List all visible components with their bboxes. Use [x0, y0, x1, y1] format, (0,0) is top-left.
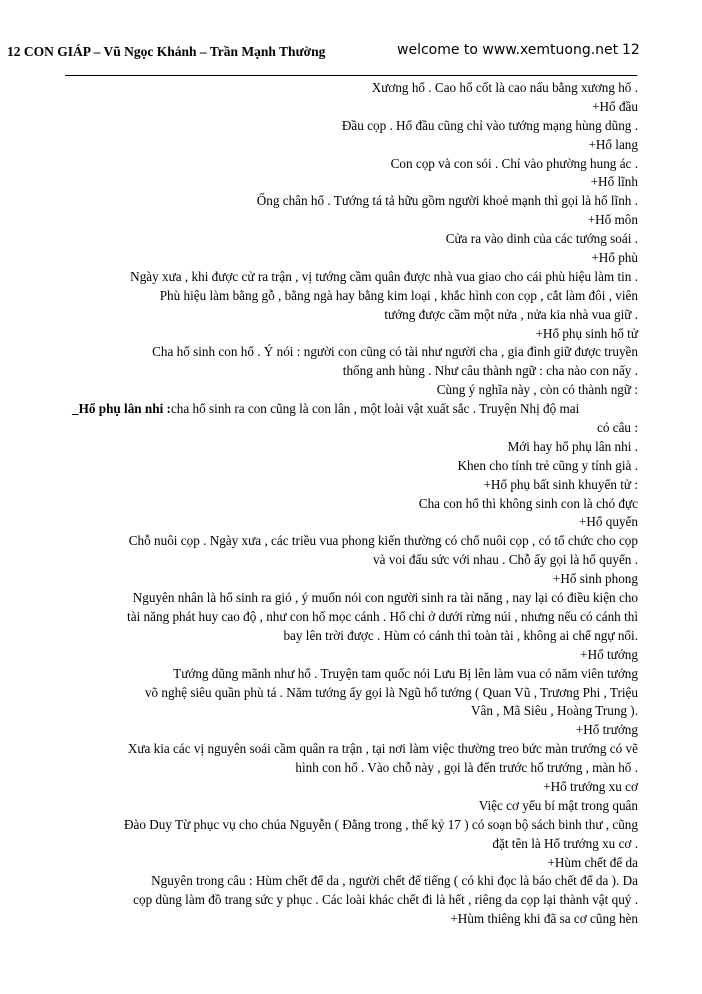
- text-line: [60, 268, 638, 287]
- text-line: [60, 872, 638, 891]
- line-text: Vân , Mã Siêu , Hoàng Trung ).: [470, 703, 638, 719]
- line-text: thống anh hùng . Như câu thành ngữ : cha nào con nấy .: [342, 363, 638, 379]
- text-line: [60, 362, 638, 381]
- line-text: +Hùm thiêng khi đã sa cơ cũng hèn: [450, 911, 638, 927]
- text-line: [60, 79, 638, 98]
- line-text: +Hổ đầu: [592, 98, 638, 114]
- text-line: [60, 551, 638, 570]
- line-text: Chỗ nuôi cọp . Ngày xưa , các triều vua phong kiến thường có chổ nuôi cọp , có tổ chức cho cọp: [128, 533, 638, 549]
- line-text: Xương hổ . Cao hổ cốt là cao nấu bằng xương hổ .: [371, 80, 638, 95]
- text-line: [60, 891, 638, 910]
- line-text: Việc cơ yếu bí mật trong quân: [478, 797, 638, 813]
- line-text: +Hổ môn: [587, 212, 638, 228]
- line-text: +Hùm chết để da: [547, 854, 638, 870]
- text-line: [60, 211, 638, 230]
- term-heading: _Hổ phụ lân nhi :: [72, 401, 171, 417]
- book-title: 12 CON GIÁP – Vũ Ngọc Khánh – Trần Mạnh Thường: [7, 44, 326, 59]
- page-header: [0, 40, 702, 62]
- line-text: cọp dùng làm đồ trang sức y phục . Các loài khác chết đi là hết , riêng da cọp lại thành vật quý .: [133, 892, 638, 908]
- text-line: [60, 532, 638, 551]
- line-text: võ nghệ siêu quần phù tá . Năm tướng ấy gọi là Ngũ hổ tướng ( Quan Vũ , Trương Phi , Triệu: [144, 684, 638, 700]
- line-text: Đào Duy Từ phục vụ cho chúa Nguyễn ( Đằng trong , thế kỷ 17 ) có soạn bộ sách binh thư , cũng: [124, 816, 638, 832]
- line-text: tài năng phát huy cao độ , như con hổ mọc cánh . Hổ chỉ ở dưới rừng núi , nhưng nếu có cánh thì: [127, 608, 638, 624]
- line-text: +Hổ trướng xu cơ: [543, 778, 638, 794]
- text-line: [60, 513, 638, 532]
- text-line: [60, 419, 638, 438]
- line-text: Cùng ý nghĩa này , còn có thành ngữ :: [436, 382, 638, 398]
- text-line: [60, 155, 638, 174]
- text-line: [60, 98, 638, 117]
- text-line: [60, 495, 638, 514]
- text-line: [60, 835, 638, 854]
- line-text: Xưa kia các vị nguyên soái cầm quân ra trận , tại nơi làm việc thường treo bức màn trướng có vẽ: [127, 741, 638, 757]
- text-line: [60, 249, 638, 268]
- line-text: Phù hiệu làm bằng gỗ , bằng ngà hay bằng kim loại , khắc hình con cọp , cắt làm đôi , viên: [159, 287, 638, 303]
- text-line: [72, 400, 638, 419]
- line-text: +Hổ lĩnh: [590, 174, 638, 190]
- text-line: [60, 438, 638, 457]
- line-text: có câu :: [596, 420, 638, 436]
- text-line: [60, 343, 638, 362]
- text-line: [60, 646, 638, 665]
- text-line: [60, 192, 638, 211]
- text-line: [60, 117, 638, 136]
- line-text: tướng được cầm một nửa , nửa kia nhà vua giữ .: [384, 306, 638, 322]
- line-text: bay lên trời được . Hùm có cánh thì toàn tài , không ai chế ngự nổi.: [283, 627, 638, 643]
- text-line: [60, 173, 638, 192]
- line-text: +Hổ phụ bất sinh khuyển tử :: [483, 476, 638, 492]
- line-text: +Hổ sinh phong: [552, 571, 638, 587]
- text-line: [60, 306, 638, 325]
- line-text: đặt tên là Hổ trướng xu cơ .: [492, 835, 638, 851]
- line-text: Tướng dũng mãnh như hổ . Truyện tam quốc nói Lưu Bị lên làm vua có năm viên tướng: [173, 665, 638, 681]
- text-line: [60, 910, 638, 929]
- text-line: [60, 740, 638, 759]
- text-line: [60, 665, 638, 684]
- text-line: [60, 457, 638, 476]
- line-text: +Hổ quyển: [578, 514, 638, 530]
- line-text: Ngày xưa , khi được cử ra trận , vị tướng cầm quân được nhà vua giao cho cái phù hiệu làm tin .: [130, 268, 638, 284]
- text-line: [60, 230, 638, 249]
- text-line: [60, 702, 638, 721]
- text-line: [60, 136, 638, 155]
- line-text: Cửa ra vào dinh của các tướng soái .: [445, 231, 638, 247]
- text-line: [60, 570, 638, 589]
- line-text: +Hổ phụ sinh hổ tử: [535, 325, 638, 341]
- line-text: Con cọp và con sói . Chỉ vào phường hung ác .: [390, 155, 638, 171]
- line-text: Khen cho tính trẻ cũng y tính già .: [457, 457, 638, 473]
- line-text: hình con hổ . Vào chỗ này , gọi là đến trước hổ trướng , màn hổ .: [295, 760, 638, 776]
- text-line: [60, 287, 638, 306]
- line-text: Cha hổ sinh con hổ . Ý nói : người con cũng có tài như người cha , gia đình giữ được truyền: [152, 344, 638, 360]
- text-line: [60, 797, 638, 816]
- line-text: Ống chân hổ . Tướng tá tả hữu gồm người khoẻ mạnh thì gọi là hổ lĩnh .: [256, 193, 638, 209]
- text-line: [60, 721, 638, 740]
- line-text: cha hổ sinh ra con cũng là con lân , một loài vật xuất sắc . Truyện Nhị độ mai: [170, 401, 580, 417]
- text-line: [60, 476, 638, 495]
- site-url: welcome to www.xemtuong.net: [397, 42, 619, 58]
- text-line: [60, 381, 638, 400]
- page-number: 12: [622, 42, 640, 58]
- text-line: [60, 608, 638, 627]
- text-line: [60, 816, 638, 835]
- line-text: Nguyên nhân là hổ sinh ra gió , ý muốn nói con người sinh ra tài năng , nay lại có điều kiện cho: [132, 590, 638, 606]
- line-text: +Hổ lang: [588, 136, 638, 152]
- text-line: [60, 854, 638, 873]
- text-line: [60, 589, 638, 608]
- line-text: Nguyên trong câu : Hùm chết để da , người chết để tiếng ( có khi đọc là báo chết để da ). Da: [151, 873, 638, 889]
- document-body: [60, 79, 638, 929]
- line-text: Mới hay hổ phụ lân nhi .: [507, 438, 638, 454]
- text-line: [60, 759, 638, 778]
- line-text: và voi đấu sức với nhau . Chỗ ấy gọi là hổ quyển .: [372, 552, 638, 568]
- text-line: [60, 627, 638, 646]
- line-text: Cha con hổ thì không sinh con là chó đực: [418, 495, 638, 511]
- text-line: [60, 684, 638, 703]
- line-text: Đầu cọp . Hổ đầu cũng chỉ vào tướng mạng hùng dũng .: [341, 117, 638, 133]
- text-line: [60, 325, 638, 344]
- line-text: +Hổ trướng: [575, 722, 638, 738]
- header-rule: [65, 75, 637, 76]
- line-text: +Hổ tướng: [580, 646, 638, 662]
- line-text: +Hổ phù: [591, 250, 638, 266]
- text-line: [60, 778, 638, 797]
